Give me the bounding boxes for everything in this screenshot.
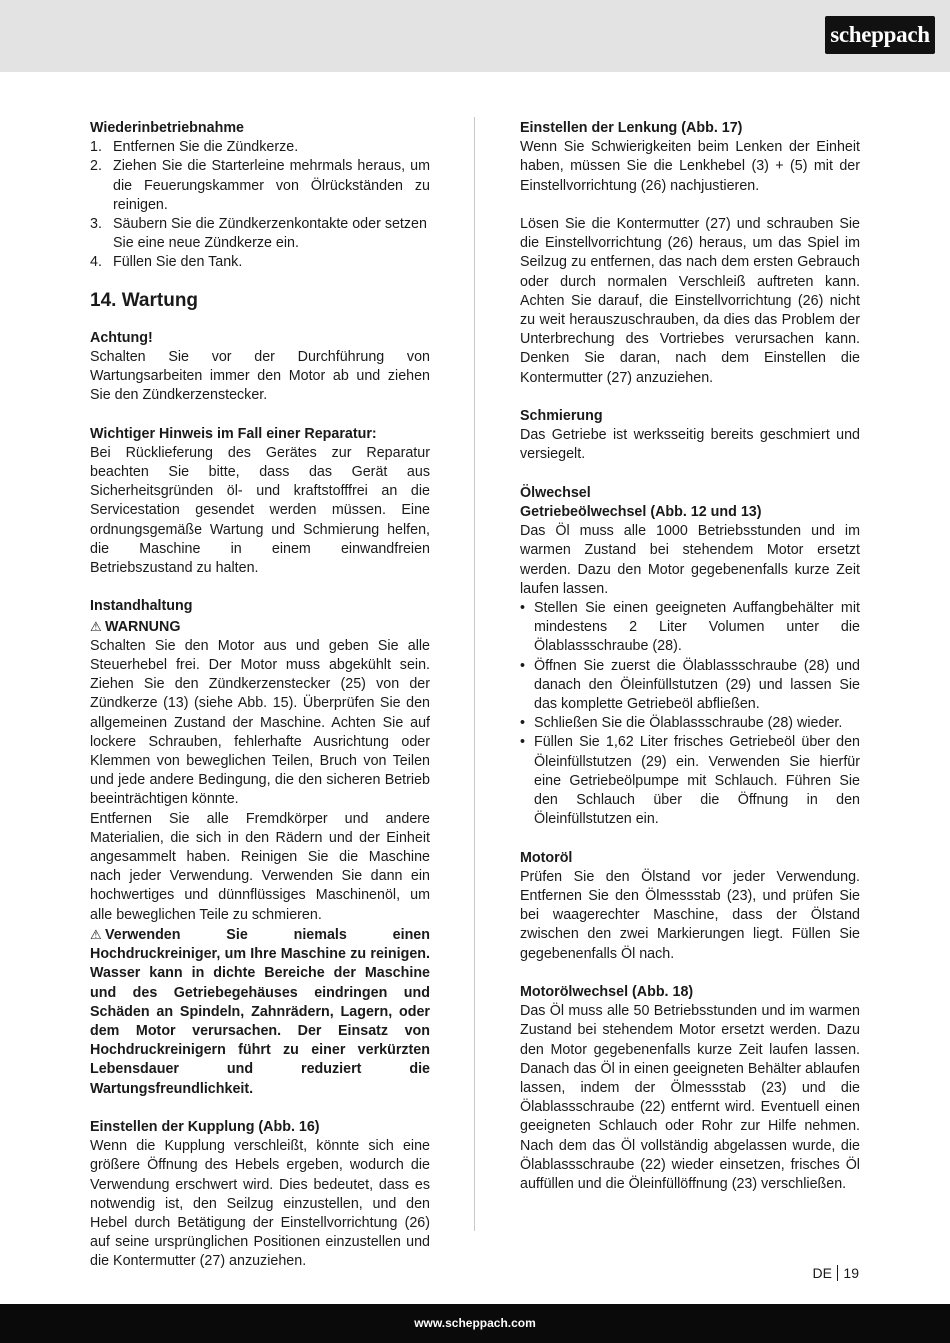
footer-bar [0,1304,950,1343]
column-divider [474,117,475,1231]
list-item: 3. Säubern Sie die Zündkerzenkontakte oder setzen Sie eine neue Zündkerze ein. [90,216,427,252]
list-item: • Schließen Sie die Ölablassschraube (28) wieder. [520,715,843,732]
clutch-text: Wenn die Kupplung verschleißt, könnte sich eine größere Öffnung des Hebels ergeben, wodurch die Verwendung erschwert wird. Dies bedeutet, dass es notwendig ist, den Seilzug einzustellen, und den Hebel durch Betätigung der Einstellvorrichtung (26) auf seine ursprünglichen Positionen einzustellen und die Kontermutter (27) anzuziehen. [90,1138,430,1270]
warning-triangle-icon: ⚠ [90,618,102,634]
motor-oil-change-heading: Motorölwechsel (Abb. 18) [520,984,694,1001]
maintenance-heading: Instandhaltung [90,598,193,615]
pressure-washer-warning: ⚠ Verwenden Sie niemals einen Hochdruckreiniger, um Ihre Maschine zu reinigen. Wasser kann in dichte Bereiche der Maschine und des Getriebegehäuses eindringen und Schäden an Spindeln, Zahnrädern, Lagern, oder dem Motor verursachen. Der Einsatz von Hochdruckreinigern führt zu einer verkürzten Lebensdauer und reduziert die Wartungsfreundlichkeit. [90,926,430,1097]
list-item: 1. Entfernen Sie die Zündkerze. [90,139,299,156]
list-item: • Füllen Sie 1,62 Liter frisches Getriebeöl über den Öleinfüllstutzen (29) ein. Verwenden Sie hierfür eine Getriebeölpumpe mit Schlauch. Führen Sie den Schlauch über die Öffnung in den Öleinfüllstutzen ein. [520,734,860,828]
maintenance-text-2: Entfernen Sie alle Fremdkörper und andere Materialien, die sich in den Rädern und der Einheit angesammelt haben. Reinigen Sie die Maschine nach jeder Verwendung. Verwenden Sie dann ein hochwertiges und dünnflüssiges Maschinenöl, um alle beweglichen Teile zu schmieren. [90,810,430,923]
header-bar [0,0,950,72]
section-title: 14. Wartung [90,289,199,311]
lubrication-heading: Schmierung [520,408,603,425]
steering-text-1: Wenn Sie Schwierigkeiten beim Lenken der Einheit haben, müssen Sie die Lenkhebel (3) + (5) mit der Einstellvorrichtung (26) nachjustieren. [520,139,860,194]
steering-heading: Einstellen der Lenkung (Abb. 17) [520,120,743,136]
page-number: DE 19 [812,1265,859,1281]
motor-oil-heading: Motoröl [520,849,573,866]
warning-label: ⚠ WARNUNG [90,618,181,635]
maintenance-text-1: Schalten Sie den Motor aus und geben Sie alle Steuerhebel frei. Der Motor muss abgekühlt sein. Ziehen Sie den Zündkerzenstecker (25) von der Zündkerze (13) (siehe Abb. 15). Überprüfen Sie den allgemeinen Zustand der Maschine. Achten Sie auf lockere Schrauben, fehlerhafte Ausrichtung oder Klemmen von beweglichen Teilen, Bruch von Teilen und jede andere Bedingung, die den sicheren Betrieb beeinträchtigen könnte. [90,637,430,808]
gear-oil-change-heading: Getriebeölwechsel (Abb. 12 und 13) [520,504,762,521]
lubrication-text: Das Getriebe ist werksseitig bereits geschmiert und versiegelt. [520,427,860,463]
list-item: 4. Füllen Sie den Tank. [90,254,243,271]
list-item: • Öffnen Sie zuerst die Ölablassschraube (28) und danach den Öleinfüllstutzen (29) und lassen Sie das komplette Getriebeöl abfließen. [520,657,860,713]
restart-steps [90,138,430,272]
motor-oil-change-text: Das Öl muss alle 50 Betriebsstunden und im warmen Zustand bei stehendem Motor ersetzt werden. Dazu den Motor gegebenenfalls kurze Zeit laufen lassen. Danach das Öl in einen geeigneten Behälter ablaufen lassen, indem der Ölmessstab (23) und die Ölablassschraube (22) entfernt wird. Eventuell einen geeigneten Schlauch oder Rohr zur Hilfe nehmen. Nach dem das Öl vollständig abgelassen wurde, die Ölablassschraube (22) wieder einsetzen, frisches Öl auffüllen und die Öleinfüllöffnung (23) verschließen. [520,1003,860,1193]
clutch-heading: Einstellen der Kupplung (Abb. 16) [90,1118,320,1135]
gear-oil-steps [520,599,860,829]
attention-heading: Achtung! [90,329,153,346]
restart-heading: Wiederinbetriebnahme [90,120,244,136]
right-column [520,119,860,1194]
motor-oil-text: Prüfen Sie den Ölstand vor jeder Verwendung. Entfernen Sie den Ölmessstab (23), und prüfen Sie bei waagerechter Maschine, dass der Ölstand zwischen den zwei Markierungen liegt. Füllen Sie gegebenenfalls Öl nach. [520,868,860,962]
oil-change-heading: Ölwechsel [520,484,591,501]
attention-text: Schalten Sie vor der Durchführung von Wartungsarbeiten immer den Motor ab und ziehen Sie den Zündkerzenstecker. [90,348,430,404]
list-item: 2. Ziehen Sie die Starterleine mehrmals heraus, um die Feuerungskammer von Ölrückständen zu reinigen. [90,158,430,213]
repair-note-heading: Wichtiger Hinweis im Fall einer Reparatur: [90,425,377,442]
left-column [90,119,430,1272]
list-item: • Stellen Sie einen geeigneten Auffangbehälter mit mindestens 2 Liter Volumen unter die Ölablassschraube (28). [520,600,860,655]
warning-triangle-icon: ⚠ [90,926,102,942]
gear-oil-change-text: Das Öl muss alle 1000 Betriebsstunden und im warmen Zustand bei stehendem Motor ersetzt werden. Dazu den Motor gegebenenfalls kurze Zeit laufen lassen. [520,523,860,597]
brand-logo: scheppach [825,16,935,54]
repair-note-text: Bei Rücklieferung des Gerätes zur Reparatur beachten Sie bitte, dass das Gerät aus Sicherheitsgründen öl- und kraftstofffrei an die Servicestation gesendet werden müssen. Eine ordnungsgemäße Wartung und Schmierung helfen, die Maschine in einem einwandfreien Betriebszustand zu halten. [90,444,430,577]
footer-url[interactable]: www.scheppach.com [414,1316,536,1330]
steering-text-2: Lösen Sie die Kontermutter (27) und schrauben Sie die Einstellvorrichtung (26) heraus, um das Spiel im Seilzug zu entfernen, das nach dem ersten Gebrauch oder durch normalen Verschleiß auftreten kann. Achten Sie darauf, die Einstellvorrichtung (26) nicht zu weit herauszuschrauben, da dies das Problem der Unterbrechung des Vortriebes verursachen kann. Denken Sie daran, nach dem Einstellen die Kontermutter (27) anzuziehen. [520,216,860,386]
